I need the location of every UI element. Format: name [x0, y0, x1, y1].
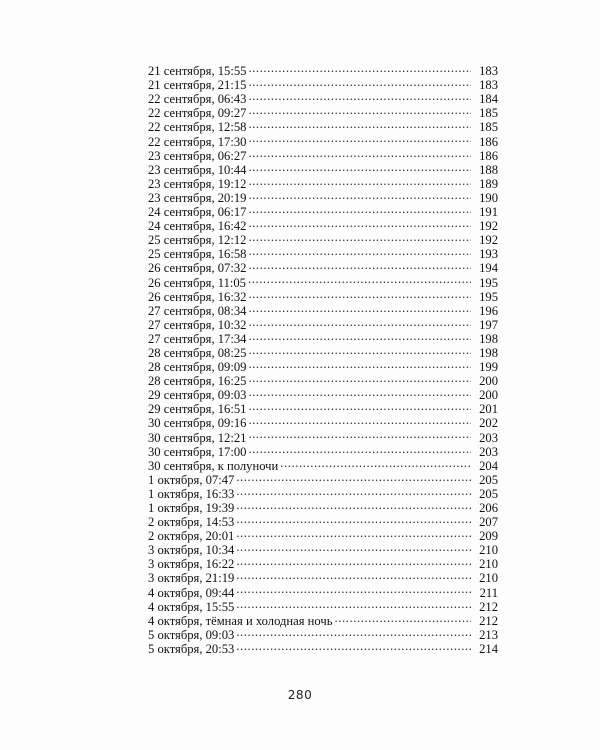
toc-entry-page: 195 [479, 289, 498, 304]
toc-entry-page: 212 [479, 613, 498, 628]
toc-entry-title: 4 октября, 15:55 [148, 599, 235, 614]
toc-entry-page: 184 [479, 92, 498, 107]
toc-entry-page: 205 [479, 486, 498, 501]
toc-entry-title: 27 сентября, 10:32 [148, 317, 247, 332]
dot-leader [248, 258, 471, 272]
toc-entry-page: 200 [479, 388, 498, 403]
toc-entry [148, 371, 498, 389]
toc-entry-title: 22 сентября, 06:43 [148, 92, 247, 107]
toc-entry [148, 385, 498, 403]
toc-entry-page: 191 [479, 205, 498, 220]
toc-entry-title: 4 октября, тёмная и холодная ночь [148, 613, 333, 628]
toc-entry [148, 611, 498, 628]
dot-leader [248, 230, 471, 244]
toc-entry [148, 484, 498, 501]
toc-entry [148, 117, 498, 135]
toc-entry-page: 196 [479, 303, 498, 318]
dot-leader [248, 413, 471, 427]
toc-entry-title: 4 октября, 09:44 [148, 585, 235, 600]
toc-entry [148, 625, 498, 642]
toc-entry-page: 194 [479, 261, 498, 276]
dot-leader [236, 639, 471, 653]
toc-entry-title: 3 октября, 16:22 [148, 557, 235, 572]
toc-entry-page: 183 [479, 78, 498, 93]
dot-leader [248, 216, 471, 230]
toc-entry-page: 210 [479, 557, 498, 572]
toc-entry-title: 5 октября, 20:53 [148, 641, 235, 656]
toc-entry-page: 200 [479, 374, 498, 389]
toc-entry [148, 230, 498, 248]
dot-leader [236, 625, 471, 639]
toc-entry [148, 188, 498, 205]
table-of-contents [148, 61, 498, 656]
toc-entry [148, 160, 498, 177]
dot-leader [248, 272, 471, 286]
toc-entry-page: 198 [479, 345, 498, 360]
toc-entry-title: 23 сентября, 20:19 [148, 190, 247, 205]
toc-entry [148, 526, 498, 544]
toc-entry-page: 199 [479, 360, 498, 375]
toc-entry [148, 639, 498, 656]
dot-leader [236, 470, 471, 484]
toc-entry-title: 25 сентября, 12:12 [148, 233, 247, 248]
dot-leader [248, 357, 471, 371]
dot-leader [248, 160, 471, 174]
toc-entry-title: 25 сентября, 16:58 [148, 247, 247, 262]
toc-entry-title: 26 сентября, 07:32 [148, 261, 247, 276]
toc-entry-page: 207 [479, 515, 498, 530]
dot-leader [236, 484, 471, 498]
dot-leader [236, 540, 471, 554]
toc-entry [148, 244, 498, 262]
dot-leader [248, 75, 471, 89]
toc-entry [148, 61, 498, 79]
toc-entry-title: 23 сентября, 19:12 [148, 176, 247, 191]
toc-entry-title: 26 сентября, 11:05 [148, 275, 246, 290]
toc-entry-title: 30 сентября, 17:00 [148, 444, 247, 459]
dot-leader [334, 611, 471, 625]
toc-entry-page: 210 [479, 543, 498, 558]
dot-leader [248, 89, 471, 103]
dot-leader [280, 456, 471, 470]
toc-entry [148, 357, 498, 375]
toc-entry-page: 185 [479, 120, 498, 135]
toc-entry-page: 213 [479, 627, 498, 642]
toc-entry-page: 198 [479, 331, 498, 346]
toc-entry-page: 211 [479, 585, 498, 600]
dot-leader [236, 526, 471, 540]
dot-leader [236, 498, 471, 512]
toc-entry-title: 30 сентября, 12:21 [148, 430, 247, 445]
dot-leader [248, 174, 471, 188]
toc-entry [148, 202, 498, 220]
dot-leader [248, 301, 471, 315]
toc-entry-page: 206 [479, 501, 498, 515]
toc-entry [148, 272, 498, 290]
dot-leader [248, 202, 471, 216]
toc-entry-page: 197 [479, 317, 498, 332]
dot-leader [248, 117, 471, 131]
toc-entry-title: 22 сентября, 09:27 [148, 106, 247, 121]
toc-entry-title: 23 сентября, 06:27 [148, 148, 247, 163]
toc-entry-page: 210 [479, 571, 498, 586]
toc-entry-page: 183 [479, 64, 498, 79]
dot-leader [248, 371, 471, 385]
toc-entry-page: 204 [479, 458, 498, 473]
toc-entry [148, 470, 498, 487]
toc-entry [148, 174, 498, 191]
toc-entry-page: 190 [479, 190, 498, 205]
toc-entry [148, 456, 498, 473]
toc-entry-page: 202 [479, 416, 498, 431]
toc-entry-page: 193 [479, 247, 498, 262]
dot-leader [248, 315, 471, 329]
toc-entry-title: 3 октября, 21:19 [148, 571, 235, 586]
toc-entry [148, 103, 498, 121]
toc-entry-title: 2 октября, 20:01 [148, 529, 235, 544]
toc-entry [148, 568, 498, 586]
toc-entry-title: 30 сентября, 09:16 [148, 416, 247, 431]
toc-entry [148, 597, 498, 614]
toc-entry [148, 258, 498, 276]
toc-entry-page: 192 [479, 219, 498, 234]
toc-entry-title: 1 октября, 07:47 [148, 472, 235, 487]
toc-entry [148, 413, 498, 431]
dot-leader [236, 568, 471, 582]
toc-entry-title: 21 сентября, 21:15 [148, 78, 247, 93]
toc-entry-title: 28 сентября, 08:25 [148, 345, 247, 360]
toc-entry-title: 29 сентября, 09:03 [148, 388, 247, 403]
toc-entry [148, 498, 498, 515]
toc-entry [148, 216, 498, 234]
dot-leader [236, 512, 471, 526]
toc-entry-title: 26 сентября, 16:32 [148, 289, 247, 304]
toc-entry [148, 301, 498, 318]
toc-entry-title: 22 сентября, 17:30 [148, 134, 247, 149]
toc-entry [148, 329, 498, 346]
toc-entry-page: 203 [479, 444, 498, 459]
toc-entry-title: 21 сентября, 15:55 [148, 64, 247, 79]
toc-entry [148, 75, 498, 93]
toc-entry-title: 24 сентября, 16:42 [148, 219, 247, 234]
toc-entry-title: 5 октября, 09:03 [148, 627, 235, 642]
dot-leader [248, 343, 471, 357]
toc-entry [148, 287, 498, 304]
dot-leader [236, 582, 471, 596]
toc-entry [148, 554, 498, 572]
dot-leader [248, 61, 471, 75]
toc-entry-title: 22 сентября, 12:58 [148, 120, 247, 135]
toc-entry-page: 214 [479, 641, 498, 656]
toc-entry [148, 442, 498, 459]
toc-entry-title: 30 сентября, к полуночи [148, 458, 279, 473]
toc-entry [148, 399, 498, 417]
toc-entry [148, 427, 498, 445]
toc-entry-page: 195 [479, 275, 498, 290]
toc-entry [148, 512, 498, 530]
toc-entry-page: 209 [479, 529, 498, 544]
toc-entry-title: 28 сентября, 09:09 [148, 360, 247, 375]
page-number: 280 [287, 688, 313, 702]
dot-leader [248, 427, 471, 441]
dot-leader [248, 287, 471, 301]
dot-leader [248, 385, 471, 399]
toc-entry-page: 186 [479, 134, 498, 149]
dot-leader [248, 244, 471, 258]
toc-entry-title: 24 сентября, 06:17 [148, 205, 247, 220]
toc-entry-title: 27 сентября, 08:34 [148, 303, 247, 318]
toc-entry [148, 343, 498, 360]
toc-entry [148, 131, 498, 149]
toc-entry [148, 146, 498, 163]
toc-entry-title: 23 сентября, 10:44 [148, 162, 247, 177]
toc-entry-title: 2 октября, 14:53 [148, 515, 235, 530]
toc-entry-title: 28 сентября, 16:25 [148, 374, 247, 389]
toc-entry-page: 188 [479, 162, 498, 177]
toc-entry-title: 3 октября, 10:34 [148, 543, 235, 558]
dot-leader [248, 146, 471, 160]
dot-leader [248, 399, 471, 413]
toc-entry [148, 89, 498, 107]
dot-leader [248, 329, 471, 343]
toc-entry-page: 201 [479, 402, 498, 417]
toc-entry-page: 205 [479, 472, 498, 487]
toc-entry [148, 540, 498, 558]
dot-leader [248, 103, 471, 117]
toc-entry-title: 29 сентября, 16:51 [148, 402, 247, 417]
toc-entry-page: 189 [479, 176, 498, 191]
dot-leader [248, 131, 471, 145]
dot-leader [236, 554, 471, 568]
toc-entry [148, 315, 498, 332]
toc-entry-page: 212 [479, 599, 498, 614]
toc-entry-page: 185 [479, 106, 498, 121]
toc-entry-title: 1 октября, 16:33 [148, 486, 235, 501]
toc-entry-page: 192 [479, 233, 498, 248]
toc-entry-title: 27 сентября, 17:34 [148, 331, 247, 346]
toc-entry-page: 203 [479, 430, 498, 445]
dot-leader [248, 188, 471, 202]
toc-entry [148, 582, 498, 600]
toc-entry-page: 186 [479, 148, 498, 163]
dot-leader [236, 597, 471, 611]
toc-entry-title: 1 октября, 19:39 [148, 501, 235, 515]
dot-leader [248, 442, 471, 456]
